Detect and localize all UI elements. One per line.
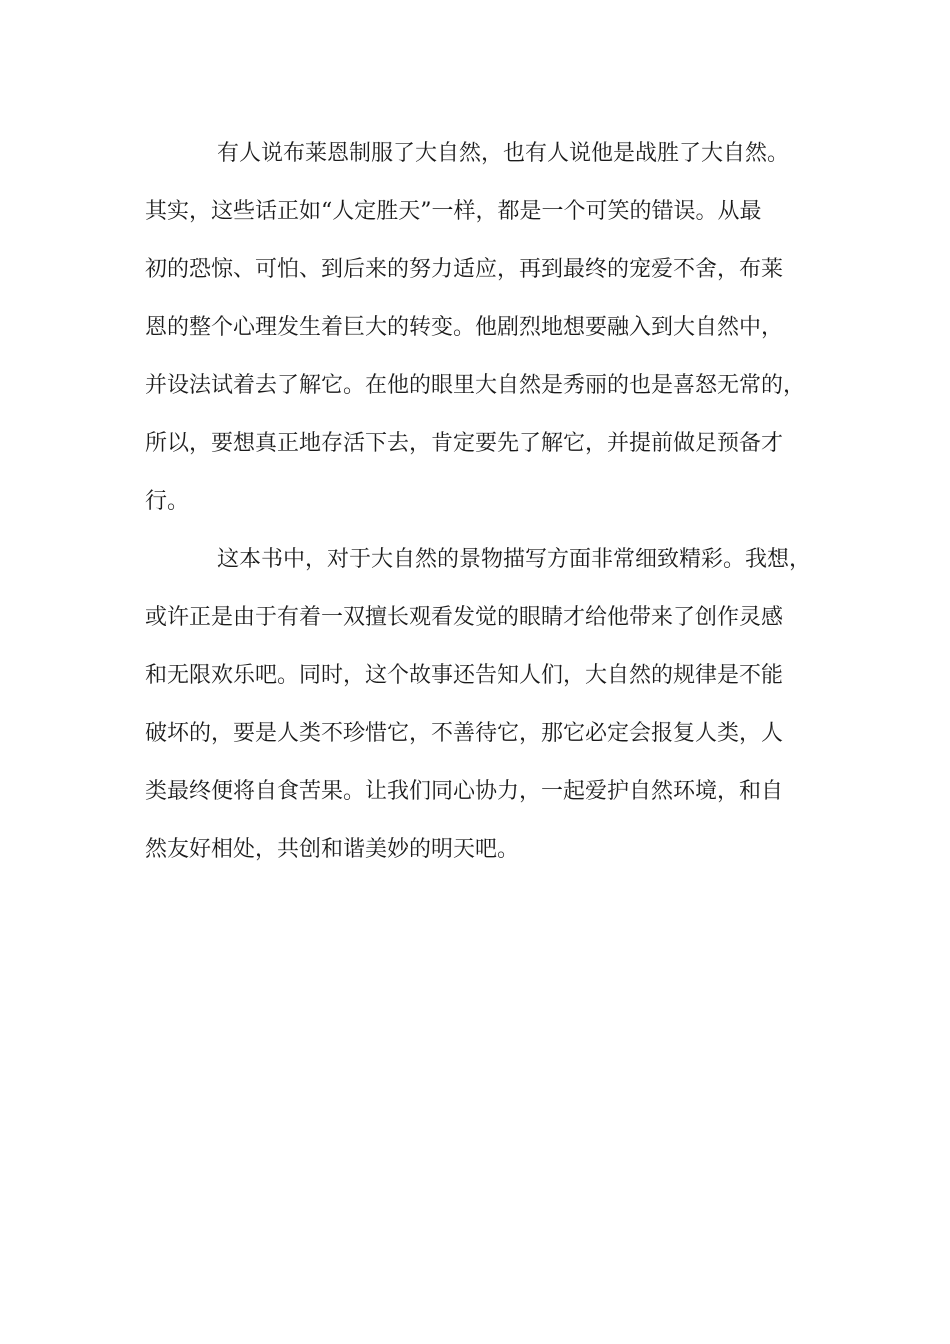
- paragraph-1-line-2: 其实，这些话正如“人定胜天”一样，都是一个可笑的错误。从最: [145, 199, 762, 224]
- paragraph-1-line-3: 初的恐惊、可怕、到后来的努力适应，再到最终的宠爱不舍，布莱: [145, 257, 784, 282]
- paragraph-2-line-3: 和无限欢乐吧。同时，这个故事还告知人们，大自然的规律是不能: [145, 663, 784, 688]
- paragraph-1-line-6: 所以，要想真正地存活下去，肯定要先了解它，并提前做足预备才: [145, 431, 784, 456]
- paragraph-2-line-1: 这本书中，对于大自然的景物描写方面非常细致精彩。我想，: [217, 547, 812, 572]
- paragraph-1-line-4: 恩的整个心理发生着巨大的转变。他剧烈地想要融入到大自然中，: [145, 315, 784, 340]
- paragraph-2-line-5: 类最终便将自食苦果。让我们同心协力，一起爱护自然环境，和自: [145, 779, 784, 804]
- paragraph-2-line-2: 或许正是由于有着一双擅长观看发觉的眼睛才给他带来了创作灵感: [145, 605, 784, 630]
- paragraph-2-line-6: 然友好相处，共创和谐美妙的明天吧。: [145, 837, 520, 862]
- paragraph-2-line-4: 破坏的，要是人类不珍惜它，不善待它，那它必定会报复人类，人: [145, 721, 784, 746]
- paragraph-1-line-7: 行。: [145, 489, 190, 514]
- paragraph-1-line-5: 并设法试着去了解它。在他的眼里大自然是秀丽的也是喜怒无常的，: [145, 373, 806, 398]
- paragraph-1-line-1: 有人说布莱恩制服了大自然，也有人说他是战胜了大自然。: [217, 141, 790, 166]
